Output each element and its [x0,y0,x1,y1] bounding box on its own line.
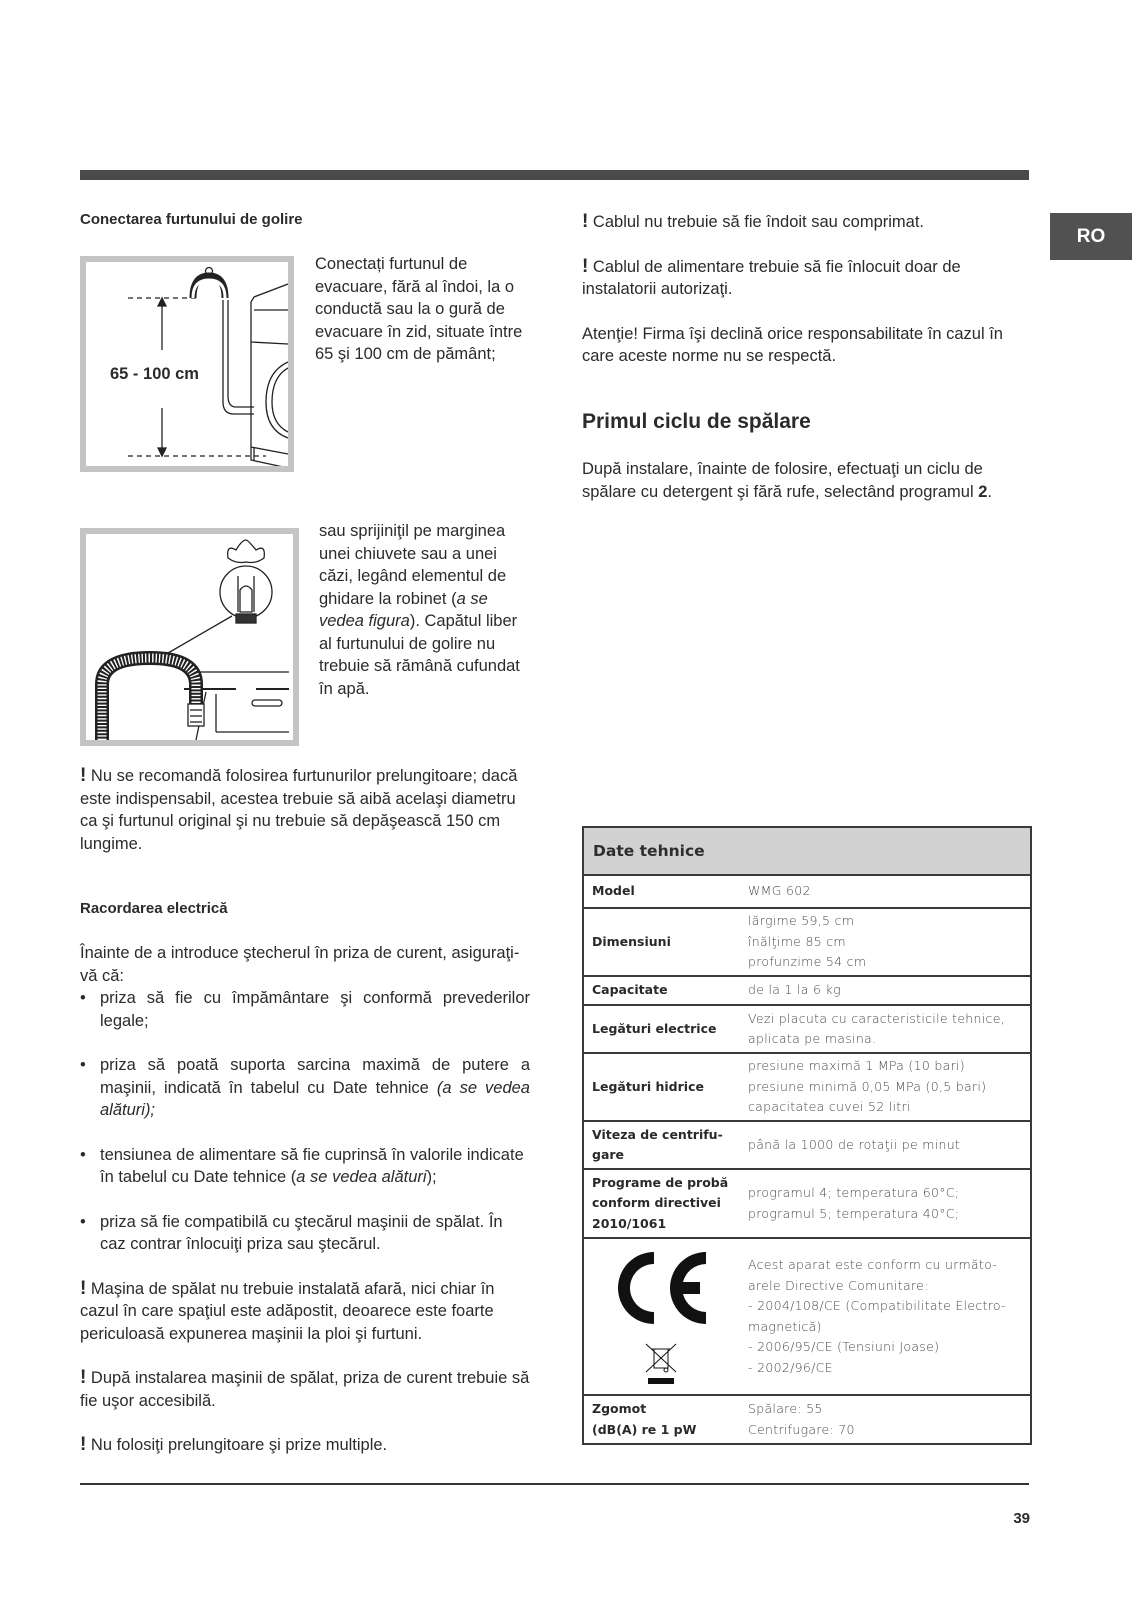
extension-hose-warning [80,765,520,855]
row-key [584,1122,739,1168]
ce-mark-icon [614,1248,710,1328]
key-line: Legături electrice [592,1020,717,1036]
checklist-italic: a se vedea alături [296,1168,427,1186]
drain-hose-paragraph-1: Conectați furtunul de evacuare, fără al îndoi, la o conductă sau la o gură de evacuare în zid, situate între 65 şi 100 cm de pământ; [315,255,523,363]
warning-text: După instalarea maşinii de spălat, priza de curent trebuie să fie uşor accesibilă. [80,1369,530,1410]
row-value [739,1122,1030,1168]
value-line: înălţime 85 cm [748,933,846,949]
checklist-text: priza să fie compatibilă cu ştecărul maşinii de spălat. În caz contrar înlocuiţi priza sau ştecărul. [100,1212,503,1253]
row-value [739,1054,1030,1120]
footer-rule [80,1483,1029,1485]
row-value [739,977,1030,1004]
first-cycle-body: După instalare, înainte de folosire, efectuaţi un ciclu de spălare cu detergent şi fără rufe, selectând programul [582,460,983,501]
multi-plug-warning [80,1434,530,1457]
drain-hose-heading: Conectarea furtunului de golire [80,211,303,228]
row-value [739,1239,1030,1394]
value-line: arele Directive Comunitare: [748,1277,929,1293]
warning-icon: ! [582,255,589,277]
checklist-item [80,1144,530,1189]
table-row-dimensions [584,909,1030,977]
table-row-test-programs [584,1170,1030,1239]
value-line: aplicata pe masina. [748,1031,877,1046]
checklist-text-after: ); [426,1168,437,1186]
language-badge: RO [1050,213,1132,260]
value-line: lărgime 59,5 cm [748,913,855,929]
value-line: - 2006/95/CE (Tensiuni Joase) [748,1339,940,1354]
para2-text-a: sau sprijiniţil pe marginea unei chiuvete sau a unei căzi, legând elementul de ghidare la robinet ( [319,522,507,608]
figure-wall-drain [80,256,294,472]
value-line: - 2004/108/CE (Compatibilitate Electro- [748,1298,1006,1313]
figure-sink-hose [80,528,299,746]
row-key [584,909,739,975]
table-row-capacity [584,977,1030,1006]
warning-icon: ! [80,1434,87,1455]
warning-text: Nu se recomandă folosirea furtunurilor prelungitoare; dacă este indispensabil, acestea trebuie să aibă acelaşi diametru ca şi furtunul original şi nu trebuie să depăşească 150 cm lungime. [80,767,518,853]
key-line: Model [592,883,635,899]
warning-icon: ! [582,211,589,232]
warning-text: Maşina de spălat nu trebuie instalată afară, nici chiar în cazul în care spaţiul este adăpostit, deoarece este foarte periculoasă expunerea maşinii la ploi şi furtuni. [80,1279,495,1343]
key-line: Programe de probă [592,1174,729,1190]
checklist-item [80,987,530,1032]
cable-warnings [582,211,1032,368]
electrical-checklist [80,987,530,1256]
row-key [584,1396,739,1443]
table-row-compliance [584,1239,1030,1396]
key-line: conform directivei [592,1195,721,1211]
value-line: programul 4; temperatura 60°C; [748,1185,960,1200]
first-cycle-end: . [987,482,992,501]
warning-text: Nu folosiţi prelungitoare şi prize multiple. [90,1436,388,1454]
table-row-water [584,1054,1030,1122]
value-line: presiune minimă 0,05 MPa (0,5 bari) [748,1078,987,1094]
table-row-noise [584,1396,1030,1443]
value-line: Centrifugare: 70 [748,1421,855,1437]
value-line: magnetică) [748,1318,822,1334]
key-line: Zgomot [592,1401,647,1416]
warning-text: Cablul de alimentare trebuie să fie înlocuit doar de instalatorii autorizaţi. [582,257,961,298]
value-line: capacitatea cuvei 52 litri [748,1099,911,1115]
checklist-item [80,1211,530,1256]
table-row-model [584,876,1030,909]
sink-hose-illustration [86,534,293,740]
value-line: până la 1000 de rotaţii pe minut [748,1136,961,1152]
key-line: 2010/1061 [592,1215,667,1231]
outdoor-warning [80,1278,530,1346]
warning-text: Cablul nu trebuie să fie îndoit sau comprimat. [592,213,925,231]
value-line: presiune maximă 1 MPa (10 bari) [748,1058,965,1074]
value-line: Vezi placuta cu caracteristicile tehnice, [748,1010,1005,1026]
key-line: Legături hidrice [592,1078,704,1094]
row-key [584,977,739,1004]
key-line: gare [592,1147,625,1162]
row-key [584,1170,739,1237]
electrical-heading: Racordarea electrică [80,900,228,917]
key-line: Viteza de centrifu- [592,1126,723,1142]
liability-notice: Atenţie! Firma îşi declină orice responsabilitate în cazul în care aceste norme nu se respectă. [582,324,1003,365]
row-key [584,1006,739,1052]
value-line: Acest aparat este conform cu următo- [748,1257,998,1272]
row-value [739,1170,1030,1237]
weee-bin-icon [644,1342,680,1386]
value-line: WMG 602 [748,883,811,899]
row-value [739,1006,1030,1052]
checklist-text: priza să poată suporta sarcina maximă de putere a maşinii, indicată în tabelul cu Date tehnice [100,1056,530,1097]
technical-data-table [582,826,1032,1445]
row-key [584,876,739,907]
page-number: 39 [1013,1510,1030,1527]
row-key [584,1054,739,1120]
compliance-marks [584,1239,739,1394]
cable-bend-warning [582,211,1032,234]
checklist-text: tensiunea de alimentare să fie cuprinsă în valorile indicate în tabelul cu Date tehnice ( [100,1145,524,1186]
table-row-spin-speed [584,1122,1030,1170]
cable-replace-warning [582,256,1032,301]
checklist-italic: (a se vedea alături); [100,1078,530,1119]
first-cycle-text [582,458,1032,503]
height-range-label: 65 - 100 cm [110,363,199,386]
key-line: Dimensiuni [592,933,671,949]
checklist-text: priza să fie cu împământare şi conformă prevederilor legale; [100,989,530,1030]
program-number: 2 [978,482,988,501]
electrical-section [80,942,530,1457]
key-line: (dB(A) re 1 pW [592,1421,697,1437]
drain-hose-paragraph-2 [319,520,534,700]
value-line: profunzime 54 cm [748,954,867,970]
accessible-socket-warning [80,1367,530,1412]
row-value [739,1396,1030,1443]
value-line: de la 1 la 6 kg [748,982,841,998]
checklist-item [80,1054,530,1122]
first-cycle-heading: Primul ciclu de spălare [582,410,811,433]
table-title: Date tehnice [584,828,1030,876]
para2-text-b: ). Capătul liber al furtunului de golire nu trebuie să rămână cufundat în apă. [319,612,520,698]
value-line: Spălare: 55 [748,1401,823,1416]
warning-icon: ! [80,765,87,786]
warning-icon: ! [80,1277,87,1299]
row-value [739,876,1030,907]
warning-icon: ! [80,1367,87,1388]
key-line: Capacitate [592,982,668,998]
header-rule [80,170,1029,180]
electrical-intro: Înainte de a introduce ştecherul în priza de curent, asiguraţi-vă că: [80,944,520,985]
row-value [739,909,1030,975]
value-line: - 2002/96/CE [748,1359,833,1375]
value-line: programul 5; temperatura 40°C; [748,1205,960,1221]
para2-italic: a se vedea figura [319,589,488,630]
table-row-electrical [584,1006,1030,1054]
